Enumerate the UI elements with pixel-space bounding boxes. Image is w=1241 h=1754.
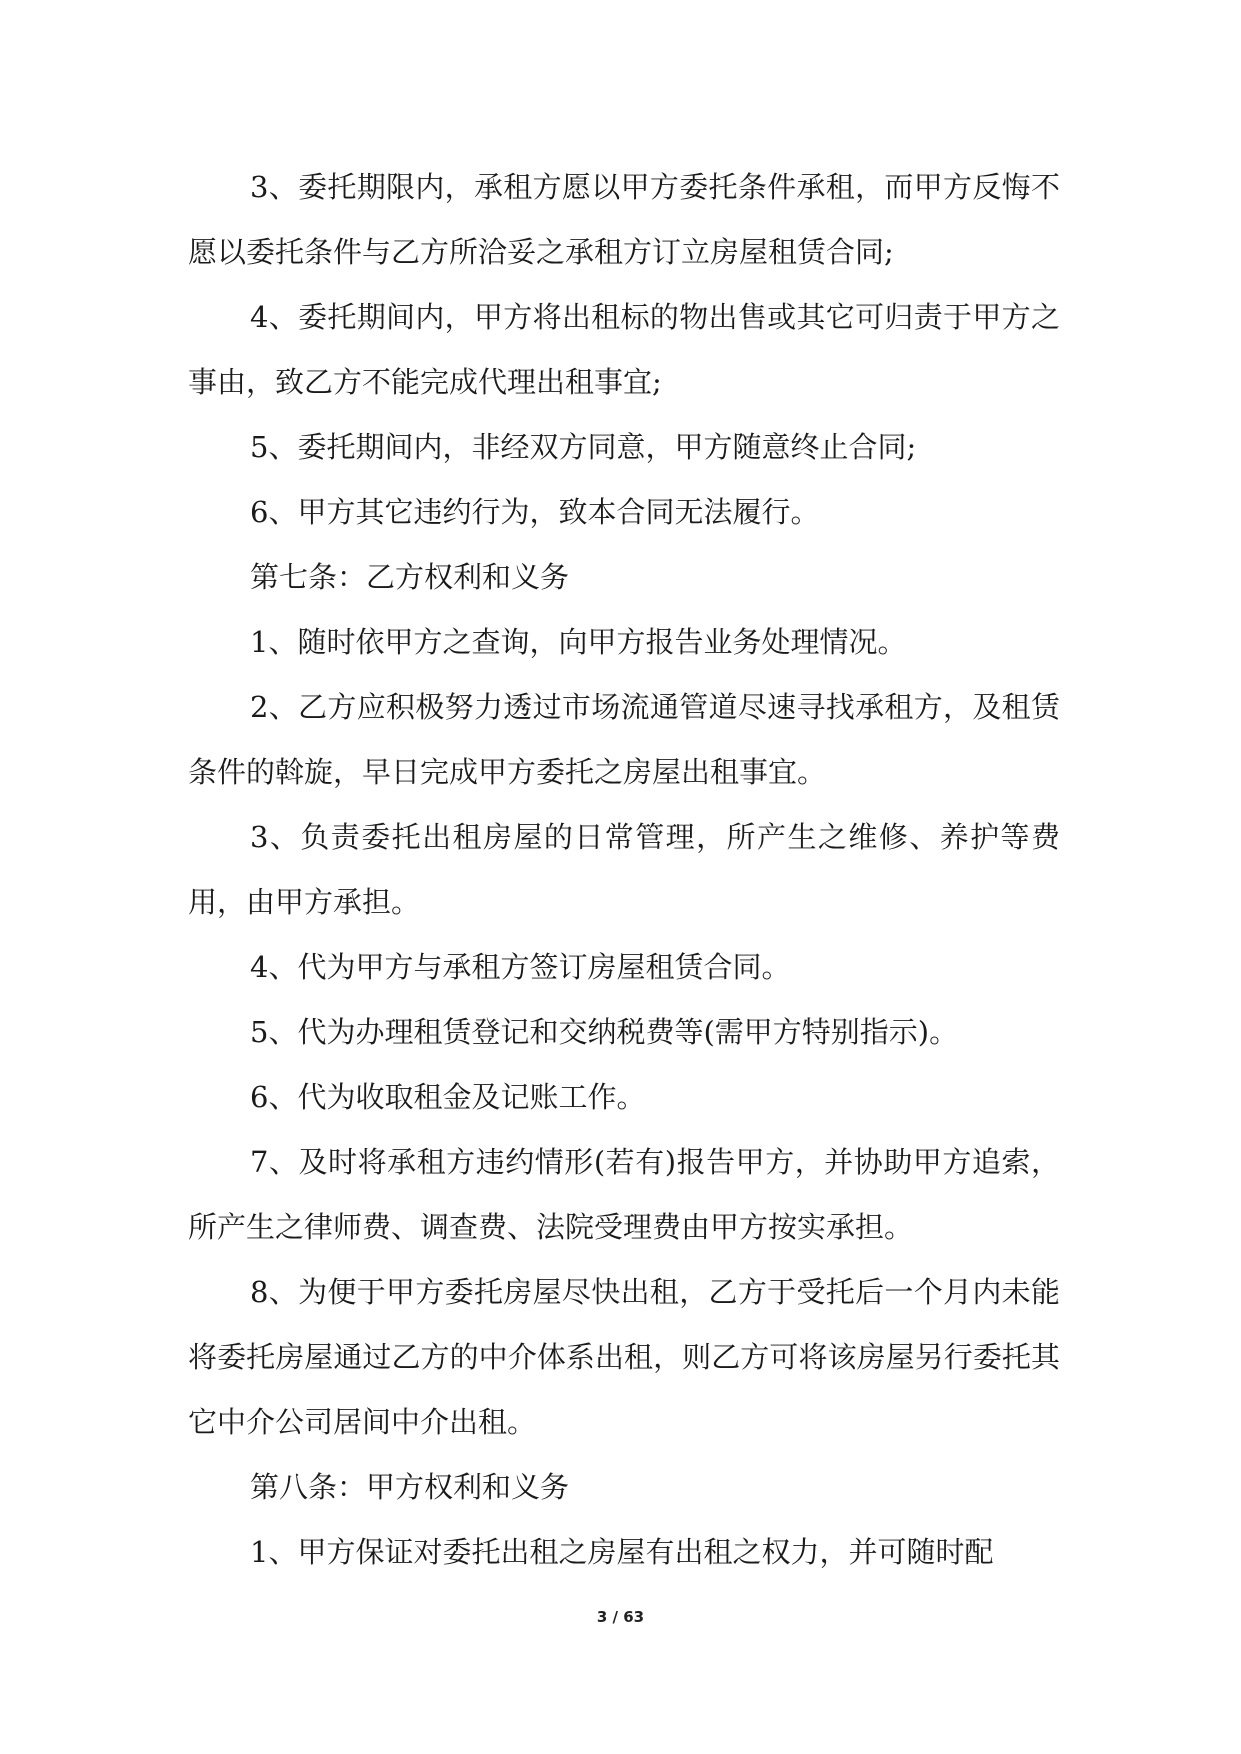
paragraph: 5、代为办理租赁登记和交纳税费等(需甲方特别指示)。 <box>250 1015 959 1049</box>
paragraph: 2、乙方应积极努力透过市场流通管道尽速寻找承租方，及租赁条件的斡旋，早日完成甲方委托之房屋出租事宜。 <box>188 690 1060 789</box>
paragraph: 1、甲方保证对委托出租之房屋有出租之权力，并可随时配 <box>250 1535 994 1569</box>
paragraph: 8、为便于甲方委托房屋尽快出租，乙方于受托后一个月内未能将委托房屋通过乙方的中介体系出租，则乙方可将该房屋另行委托其它中介公司居间中介出租。 <box>188 1275 1060 1439</box>
paragraph: 4、委托期间内，甲方将出租标的物出售或其它可归责于甲方之事由，致乙方不能完成代理出租事宜; <box>188 300 1060 399</box>
paragraph: 5、委托期间内，非经双方同意，甲方随意终止合同; <box>250 430 917 464</box>
paragraph: 7、及时将承租方违约情形(若有)报告甲方，并协助甲方追索，所产生之律师费、调查费、法院受理费由甲方按实承担。 <box>188 1145 1060 1244</box>
paragraph: 6、代为收取租金及记账工作。 <box>250 1080 646 1114</box>
section-heading: 第七条：乙方权利和义务 <box>250 560 570 594</box>
paragraph: 3、负责委托出租房屋的日常管理，所产生之维修、养护等费用，由甲方承担。 <box>188 820 1060 919</box>
page-number: 3 / 63 <box>596 1608 645 1626</box>
paragraph: 6、甲方其它违约行为，致本合同无法履行。 <box>250 495 820 529</box>
section-heading: 第八条：甲方权利和义务 <box>250 1470 570 1504</box>
paragraph: 4、代为甲方与承租方签订房屋租赁合同。 <box>250 950 791 984</box>
paragraph: 1、随时依甲方之查询，向甲方报告业务处理情况。 <box>250 625 907 659</box>
document-body <box>188 155 1060 1585</box>
paragraph: 3、委托期限内，承租方愿以甲方委托条件承租，而甲方反悔不愿以委托条件与乙方所洽妥之承租方订立房屋租赁合同; <box>188 170 1060 269</box>
